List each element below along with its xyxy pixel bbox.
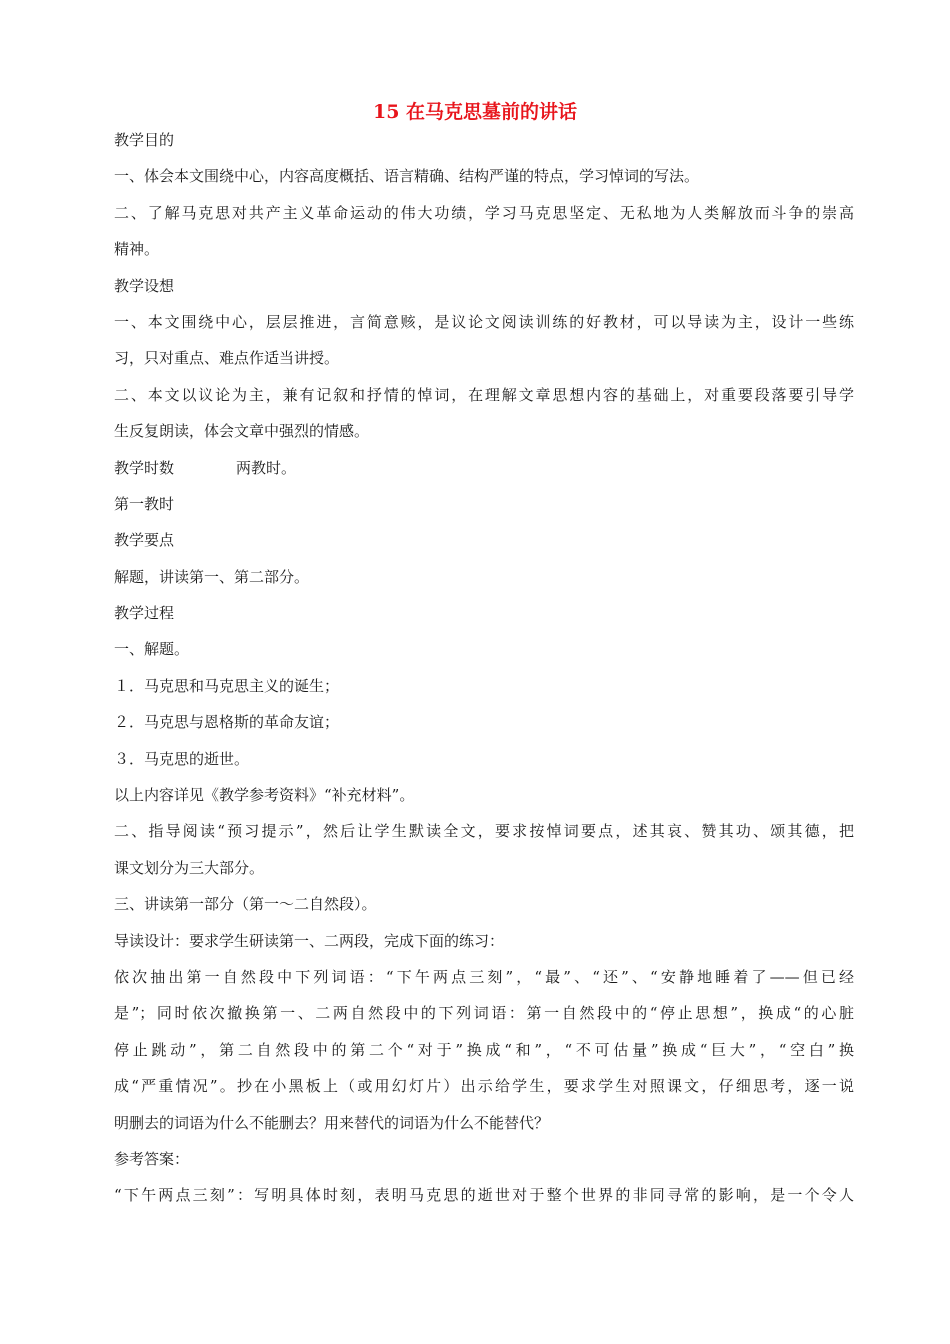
paragraph-line: 停止跳动”，第二自然段中的第二个“对于”换成“和”，“不可估量”换成“巨大”，“空白”换	[114, 1040, 854, 1059]
document-title: 15 在马克思墓前的讲话	[372, 101, 578, 123]
paragraph-line: 一、本文围绕中心，层层推进，言简意赅，是议论文阅读训练的好教材，可以导读为主，设计一些练	[114, 312, 854, 331]
paragraph-line: 明删去的词语为什么不能删去？用来替代的词语为什么不能替代？	[114, 1113, 550, 1132]
teaching-hours-label: 教学时数	[114, 458, 175, 477]
list-item: １．马克思和马克思主义的诞生；	[114, 676, 340, 695]
section-heading-process: 教学过程	[114, 604, 175, 623]
teaching-hours-line	[114, 450, 854, 486]
document-body	[114, 122, 854, 1214]
paragraph-line: 二、本文以议论为主，兼有记叙和抒情的悼词，在理解文章思想内容的基础上，对重要段落要引导学	[114, 385, 854, 404]
teaching-hours-value: 两教时。	[236, 458, 297, 477]
paragraph-line: 导读设计：要求学生研读第一、二两段，完成下面的练习：	[114, 931, 505, 950]
section-heading-design: 教学设想	[114, 276, 175, 295]
paragraph-line: 生反复朗读，体会文章中强烈的情感。	[114, 422, 370, 441]
paragraph-line: 一、体会本文围绕中心，内容高度概括、语言精确、结构严谨的特点，学习悼词的写法。	[114, 167, 700, 186]
paragraph-line: 课文划分为三大部分。	[114, 858, 265, 877]
paragraph-line: 二、了解马克思对共产主义革命运动的伟大功绩，学习马克思坚定、无私地为人类解放而斗争的崇高	[114, 203, 854, 222]
paragraph-line: 以上内容详见《教学参考资料》“补充材料”。	[114, 786, 415, 805]
paragraph-line: “下午两点三刻”：写明具体时刻，表明马克思的逝世对于整个世界的非同寻常的影响，是一个令人	[114, 1186, 854, 1205]
paragraph-line: 三、讲读第一部分（第一～二自然段）。	[114, 895, 377, 914]
paragraph-line: 依次抽出第一自然段中下列词语：“下午两点三刻”，“最”、“还”、“安静地睡着了——但已经	[114, 967, 854, 986]
paragraph-line: 二、指导阅读“预习提示”，然后让学生默读全文，要求按悼词要点，述其哀、赞其功、颂其德，把	[114, 822, 854, 841]
paragraph-line: 精神。	[114, 240, 160, 259]
paragraph-line: 习，只对重点、难点作适当讲授。	[114, 349, 340, 368]
section-heading-key-points: 教学要点	[114, 531, 175, 550]
list-item: ３．马克思的逝世。	[114, 749, 250, 768]
lesson-heading: 第一教时	[114, 494, 175, 513]
paragraph-line: 一、解题。	[114, 640, 190, 659]
paragraph-line: 是”；同时依次撤换第一、二两自然段中的下列词语：第一自然段中的“停止思想”，换成“的心脏	[114, 1004, 854, 1023]
paragraph-line: 成“严重情况”。抄在小黑板上（或用幻灯片）出示给学生，要求学生对照课文，仔细思考，逐一说	[114, 1077, 854, 1096]
section-heading-answers: 参考答案：	[114, 1149, 190, 1168]
section-heading-objectives: 教学目的	[114, 131, 175, 149]
paragraph-line: 解题，讲读第一、第二部分。	[114, 567, 310, 586]
list-item: ２．马克思与恩格斯的革命友谊；	[114, 713, 340, 732]
